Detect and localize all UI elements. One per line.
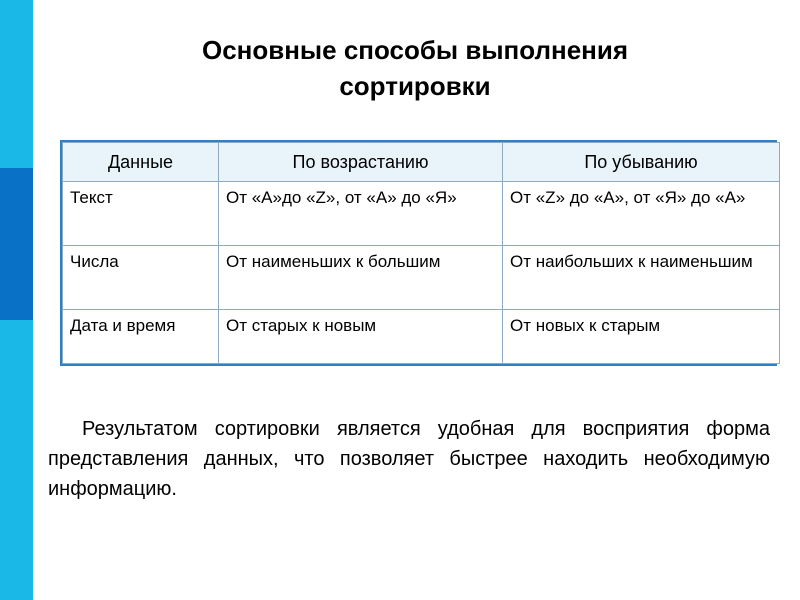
- table-header-row: [63, 143, 780, 182]
- header-cell-ascending: По возрастанию: [219, 143, 503, 182]
- header-cell-data: Данные: [63, 143, 219, 182]
- table-cell: От старых к новым: [219, 310, 503, 364]
- table-cell: От «А»до «Z», от «А» до «Я»: [219, 182, 503, 246]
- table-cell: От «Z» до «А», от «Я» до «А»: [503, 182, 780, 246]
- sorting-table: [60, 140, 777, 366]
- table-row: [63, 246, 780, 310]
- table-cell: Текст: [63, 182, 219, 246]
- slide-title: [100, 32, 730, 104]
- table-cell: От наименьших к большим: [219, 246, 503, 310]
- header-cell-descending: По убыванию: [503, 143, 780, 182]
- slide-title-line1: Основные способы выполнения: [201, 35, 629, 65]
- table-row: [63, 182, 780, 246]
- slide-title-line2: сортировки: [339, 71, 491, 101]
- table-cell: От новых к старым: [503, 310, 780, 364]
- table-cell: Дата и время: [63, 310, 219, 364]
- summary-paragraph: Результатом сортировки является удобная для восприятия форма представления данных, что позволяет быстрее находить необходимую информацию.: [48, 418, 770, 500]
- side-accent-block: [0, 168, 33, 320]
- table-cell: Числа: [63, 246, 219, 310]
- table-row: [63, 310, 780, 364]
- table-cell: От наибольших к наименьшим: [503, 246, 780, 310]
